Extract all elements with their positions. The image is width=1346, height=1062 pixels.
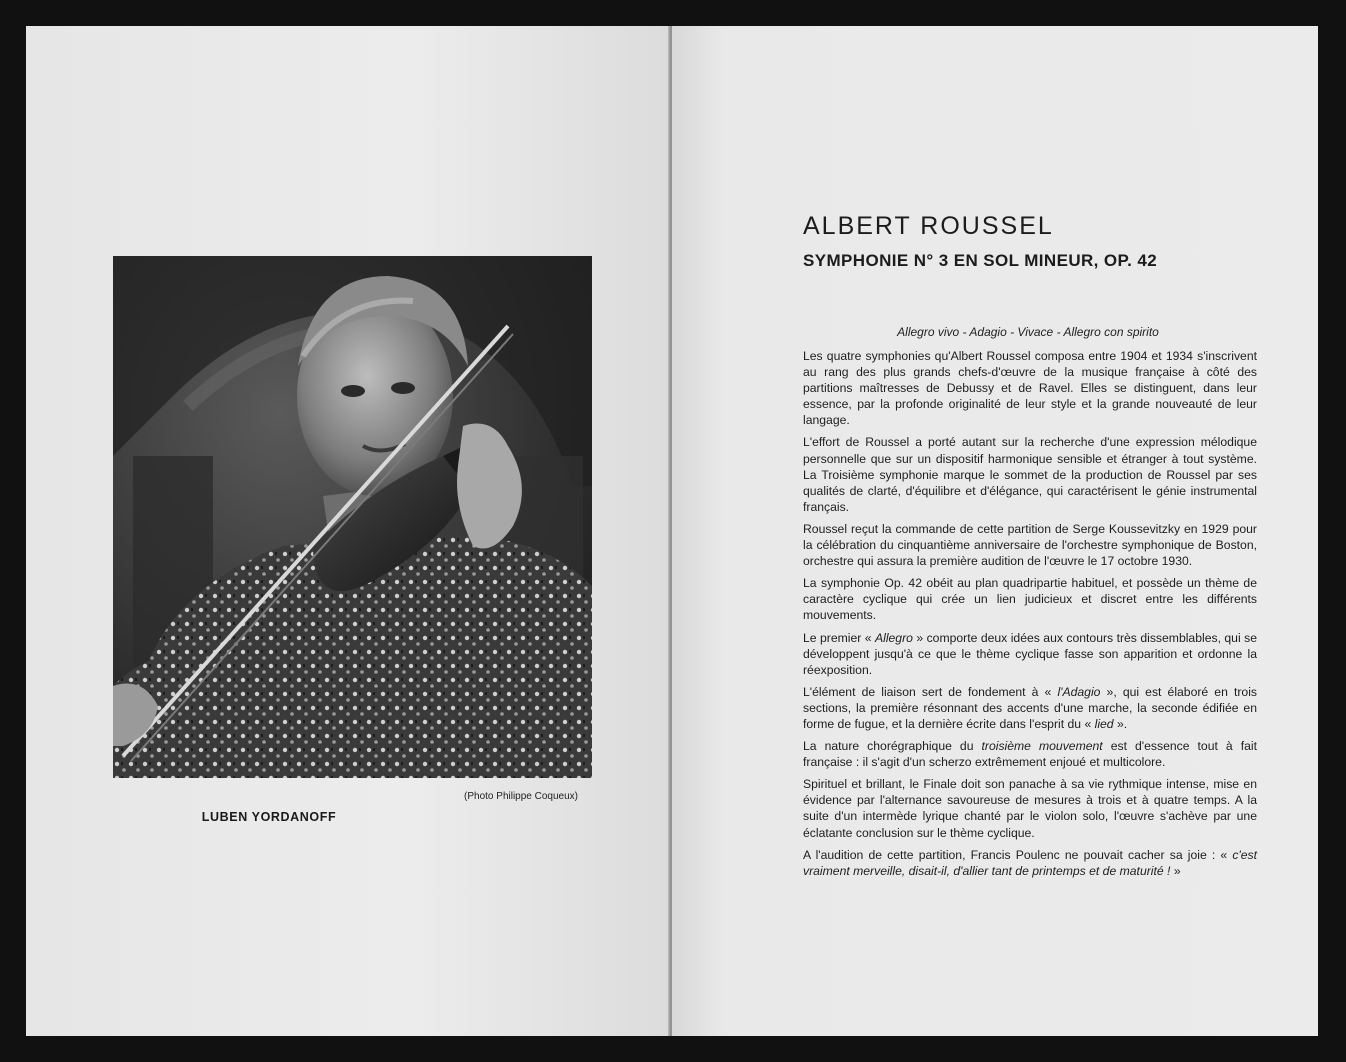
paragraph: Spirituel et brillant, le Finale doit son panache à sa vie rythmique intense, mise en évidence par l'alternance savoureuse de mesures à trois et à quatre temps. A la suite d'un intermède lyrique chanté par le violon solo, l'œuvre s'achève par une éclatante conclusion sur le thème cyclique. <box>803 777 1257 840</box>
left-page <box>26 26 670 1036</box>
movements-list: Allegro vivo - Adagio - Vivace - Allegro con spirito <box>897 325 1159 339</box>
composer-title: ALBERT ROUSSEL <box>803 212 1054 240</box>
program-notes <box>803 348 1257 885</box>
paragraph: La symphonie Op. 42 obéit au plan quadripartie habituel, et possède un thème de caractère cyclique qui crée un lien judicieux et discret entre les différents mouvements. <box>803 576 1257 623</box>
photo-caption: LUBEN YORDANOFF <box>201 810 337 824</box>
violinist-photo <box>113 256 592 778</box>
right-page <box>672 26 1318 1036</box>
paragraph: A l'audition de cette partition, Francis Poulenc ne pouvait cacher sa joie : « c'est vraiment merveille, disait-il, d'allier tant de printemps et de maturité ! » <box>803 847 1257 878</box>
work-subtitle: SYMPHONIE N° 3 EN SOL MINEUR, OP. 42 <box>803 251 1158 270</box>
paragraph: Roussel reçut la commande de cette partition de Serge Koussevitzky en 1929 pour la célébration du cinquantième anniversaire de l'orchestre symphonique de Boston, orchestre qui assura la première audition de l'œuvre le 17 octobre 1930. <box>803 521 1257 569</box>
paragraph: Les quatre symphonies qu'Albert Roussel composa entre 1904 et 1934 s'inscrivent au rang des plus grands chefs-d'œuvre de la musique française à côté des partitions maîtresses de Debussy et de Ravel. Elles se distinguent, dans leur essence, par la profonde originalité de leur style et la grande nouveauté de leur langage. <box>803 349 1257 428</box>
paragraph: La nature chorégraphique du troisième mouvement est d'essence tout à fait française : il s'agit d'un scherzo extrêmement enjoué et multicolore. <box>803 739 1257 770</box>
paragraph: L'effort de Roussel a porté autant sur la recherche d'une expression mélodique personnelle que sur un dispositif harmonique sensible et étranger à tout système. La Troisième symphonie marque le sommet de la production de Roussel par ses qualités de clarté, d'équilibre et d'élégance, qui caractérisent le génie instrumental français. <box>803 435 1257 514</box>
paragraph: L'élément de liaison sert de fondement à « l'Adagio », qui est élaboré en trois sections, la première résonnant des accents d'une marche, la seconde édifiée en forme de fugue, et la dernière écrite dans l'esprit du « lied ». <box>803 684 1257 731</box>
paragraph: Le premier « Allegro » comporte deux idées aux contours très dissemblables, qui se développent jusqu'à ce que le thème cyclique fasse son apparition et ordonne la réexposition. <box>803 630 1257 677</box>
photo-credit: (Photo Philippe Coqueux) <box>464 791 578 802</box>
